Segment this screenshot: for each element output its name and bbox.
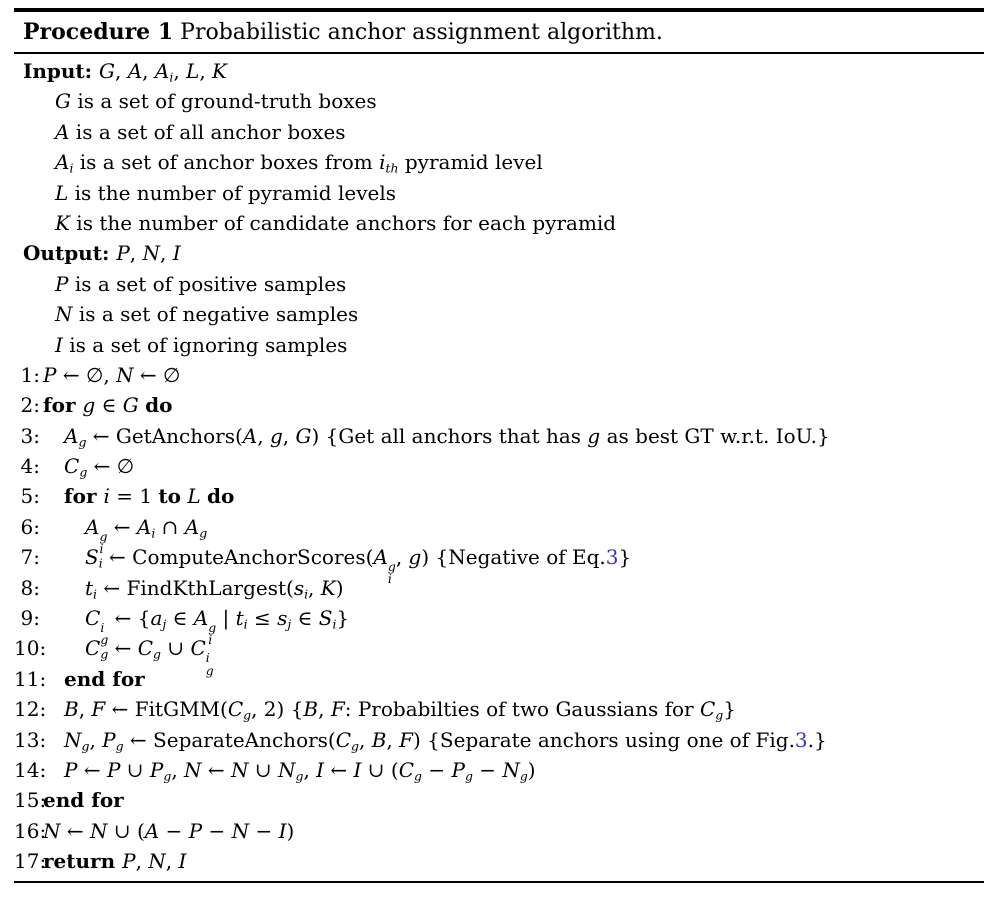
line-content [40,390,172,420]
line-content [40,421,830,451]
text-segment: as best GT w.r.t. IoU.} [600,423,830,448]
text-segment: I [178,849,187,874]
text-segment: pyramid level [398,150,543,175]
algo-step-5 [14,481,984,511]
text-segment: is the number of candidate anchors for each pyramid [69,210,617,235]
algo-step-17 [14,846,984,876]
text-segment: $C_g$ [137,636,161,663]
line-content [40,664,145,694]
line-number: 9: [20,606,40,631]
text-segment: L [55,180,69,205]
text-segment: $N_g$ [278,757,304,784]
text-segment: $P_g$ [149,757,172,784]
text-segment: ← [107,514,137,539]
line-number: 12: [14,697,47,722]
text-segment: ← GetAnchors( [86,423,243,448]
text-segment: $a_j$ [150,606,167,632]
text-segment: $t_i$ [85,575,98,602]
line-number: 8: [20,575,40,600]
text-segment: $s_i$ [293,575,309,602]
text-segment: , [115,59,128,83]
algo-step-14 [14,755,984,785]
text-segment: , [135,849,149,874]
text-segment: } [618,545,632,570]
text-segment: , [78,697,92,722]
text-segment: − [421,757,452,782]
algo-header-line-5 [14,178,984,208]
text-segment: K [55,210,70,235]
text-segment: g [269,423,283,448]
text-segment: ) [286,818,295,843]
text-segment: A g i [373,545,396,587]
text-segment: N [89,818,108,843]
text-segment: $t_i$ [235,606,248,632]
line-number: 16: [14,818,47,843]
line-content [40,755,536,785]
text-segment: ∪ [160,636,191,661]
line-content [40,633,214,678]
text-segment: C i g [85,606,109,648]
text-segment: I [278,818,287,843]
text-segment: is a set of ignoring samples [62,332,348,357]
line-number: 13: [14,727,47,752]
text-segment: ∈ [95,393,123,418]
text-segment: is a set of anchor boxes from [73,150,380,175]
text-segment: i [103,484,110,509]
text-segment: , [358,727,372,752]
text-segment: ∪ ( [107,818,145,843]
algo-header-line-8 [14,269,984,299]
text-segment: B [64,697,79,722]
text-segment: .} [807,727,827,752]
text-segment: N [231,818,250,843]
text-segment: : Probabilties of two Gaussians for [344,697,700,722]
line-number: 15: [14,788,47,813]
algo-step-10 [14,633,984,678]
text-segment: $C_g$ [227,697,252,723]
text-segment: $P_g$ [102,727,124,754]
text-segment: } [336,606,350,631]
text-segment: ← ∅, [56,362,117,387]
text-segment: A g i [193,606,217,648]
text-segment: , [303,757,317,782]
text-segment: $A_g$ [64,423,87,450]
line-content [40,451,134,481]
algo-header-line-7 [14,238,984,268]
text-segment: N [231,757,249,782]
text-segment: $C_g$ [335,727,359,754]
text-segment: , [160,241,173,266]
text-segment: K [320,575,336,600]
text-segment: ← ∅ [87,454,135,479]
algo-header-line-3 [14,117,984,147]
text-segment: A [127,59,143,83]
text-segment: is a set of all anchor boxes [69,119,346,144]
text-segment: return [43,849,123,874]
text-segment: L [186,59,200,83]
text-segment: ) {Negative of Eq. [421,545,606,570]
text-segment: ∪ [248,757,278,782]
text-segment: ← [60,818,90,843]
algo-step-11 [14,664,984,694]
text-segment: − [249,818,279,843]
bottom-rule [14,881,984,883]
line-number: 4: [20,454,40,479]
algorithm-body [14,54,984,877]
text-segment: A [144,818,160,843]
text-segment: − [202,818,232,843]
text-segment: F [330,697,345,722]
algo-step-2 [14,390,984,420]
line-content [23,56,227,86]
text-segment: $N_g$ [64,727,90,754]
line-number: 5: [20,484,40,509]
text-segment: $P_g$ [451,757,473,784]
text-segment: do [145,393,173,418]
algo-step-12 [14,694,984,724]
text-segment: N [184,757,202,782]
text-segment: g [82,393,96,418]
text-segment: $C_g$ [398,757,422,784]
text-segment: $S_i$ [85,545,103,571]
text-segment: P [43,362,57,387]
text-segment: ← [324,757,354,782]
text-segment: $A_i$ [136,514,156,541]
text-segment: end for [43,788,124,813]
text-segment: | [216,606,236,631]
text-segment: , [199,59,213,83]
text-segment: $i_{th}$ [379,150,399,176]
text-segment: is a set of positive samples [68,271,347,296]
text-segment: , [129,241,143,266]
text-segment: $A_g$ [184,514,208,541]
text-segment: ← [201,757,232,782]
text-segment: ← FindKthLargest( [97,575,294,600]
text-segment: $C_g$ [64,454,88,480]
text-segment: K [212,59,227,83]
line-content [55,117,346,147]
text-segment: F [91,697,106,722]
algo-step-1 [14,360,984,390]
text-segment: A [242,423,258,448]
line-number: 10: [14,636,47,661]
text-segment: A g i [85,514,108,557]
text-segment: g [587,423,601,448]
line-content [23,238,181,268]
text-segment: N [55,302,73,327]
text-segment: for [43,393,83,418]
text-segment: ← FitGMM( [105,697,228,722]
text-segment: P [55,271,69,296]
text-segment: − [159,818,189,843]
text-segment: ∩ [155,514,185,539]
text-segment: P [122,849,136,874]
line-content [55,86,377,116]
line-content [55,269,346,299]
algo-header-line-6 [14,208,984,238]
algo-step-4 [14,451,984,481]
algo-step-13 [14,725,984,755]
algo-header-line-10 [14,330,984,360]
text-segment: is a set of ground-truth boxes [70,89,377,114]
text-segment: P [116,241,130,266]
text-segment: , [386,727,400,752]
text-segment: C i g [190,636,214,678]
text-segment: I [172,241,181,266]
text-segment: ) {Get all anchors that has [311,423,588,448]
text-segment: I [55,332,63,357]
algo-step-7 [14,542,984,587]
text-segment: ← [108,636,138,661]
algo-step-3 [14,421,984,451]
text-segment: G [99,59,115,83]
text-segment: ≤ [247,606,278,631]
line-number: 1: [20,362,40,387]
line-number: 3: [20,423,40,448]
text-segment: ← ComputeAnchorScores( [102,545,374,570]
text-segment: ← { [108,606,151,631]
text-segment: P [188,818,203,843]
line-number: 6: [20,514,40,539]
text-segment: for [64,484,104,509]
text-segment: end for [64,666,145,691]
text-segment: P [64,757,78,782]
text-segment: , [173,59,187,83]
text-segment: do [207,484,235,509]
text-segment: ) [335,575,344,600]
text-segment: $A_i$ [154,59,174,85]
text-segment: ∈ [166,606,194,631]
text-segment: is the number of pyramid levels [68,180,396,205]
line-content [40,542,632,587]
line-content [40,725,827,755]
line-content [55,330,347,360]
line-content [40,573,344,603]
algo-header-line-2 [14,86,984,116]
algo-header-line-9 [14,299,984,329]
line-content [40,846,186,876]
line-number: 2: [20,393,40,418]
text-segment: N [116,362,134,387]
text-segment: $C_g$ [85,636,109,663]
line-number: 14: [14,757,47,782]
line-number: 11: [14,666,47,691]
text-segment: , [89,727,103,752]
text-segment: ) [527,757,536,782]
algo-step-8 [14,573,984,603]
algo-step-9 [14,603,984,648]
text-segment: ∪ [120,757,150,782]
text-segment: − [472,757,503,782]
text-segment: G [55,89,71,114]
text-segment: Output: [23,241,117,266]
text-segment: B [371,727,387,752]
text-segment: to [158,484,181,509]
text-segment: ∪ ( [361,757,399,782]
text-segment: G [122,393,139,418]
text-segment: ) {Separate anchors using one of Fig. [413,727,795,752]
algo-step-15 [14,785,984,815]
text-segment: B [303,697,319,722]
text-segment: g [408,545,422,570]
procedure-title-text: Probabilistic anchor assignment algorithm. [180,20,663,45]
line-content [55,208,616,238]
procedure-title [23,12,984,52]
text-segment: P [106,757,121,782]
text-segment: I [353,757,362,782]
text-segment: } [723,697,736,722]
line-number: 17: [14,849,47,874]
fig-3-ref[interactable]: 3 [794,727,808,752]
text-segment: $C_g$ [699,697,724,723]
text-segment: , [165,849,179,874]
text-segment: G [295,423,312,448]
text-segment: $A_i$ [55,150,74,176]
line-content [40,481,234,511]
text-segment: ∈ [291,606,319,631]
algo-step-16 [14,816,984,846]
text-segment: F [399,727,414,752]
text-segment: L [187,484,201,509]
line-content [55,299,358,329]
text-segment: , 2) { [251,697,304,722]
line-content [55,147,543,177]
text-segment: = 1 [109,484,159,509]
text-segment: , [318,697,331,722]
text-segment: N [142,241,160,266]
line-content [55,178,396,208]
text-segment: , [282,423,296,448]
text-segment: , [171,757,185,782]
text-segment: is a set of negative samples [72,302,359,327]
algo-header-line-4 [14,147,984,177]
text-segment: $S_i$ [318,606,337,632]
text-segment: , [257,423,270,448]
text-segment: I [316,757,325,782]
eq-3-ref[interactable]: 3 [605,545,619,570]
text-segment: N [148,849,166,874]
text-segment: , [395,545,409,570]
text-segment: , [308,575,321,600]
line-number: 7: [20,545,40,570]
line-content [40,603,350,648]
line-content [40,816,294,846]
line-content [40,360,180,390]
algo-header-line-1 [14,56,984,86]
text-segment: N [43,818,61,843]
text-segment: ← ∅ [133,362,181,387]
text-segment: ← SeparateAnchors( [123,727,336,752]
text-segment: $s_j$ [277,606,292,632]
text-segment: Input: [23,59,100,83]
procedure-label: Procedure 1 [23,19,174,45]
text-segment: , [142,59,155,83]
line-content [40,785,124,815]
text-segment: ← [77,757,107,782]
line-content [40,512,208,557]
text-segment: A [55,119,70,144]
text-segment: $N_g$ [502,757,528,784]
line-content [40,694,736,724]
algo-step-6 [14,512,984,557]
